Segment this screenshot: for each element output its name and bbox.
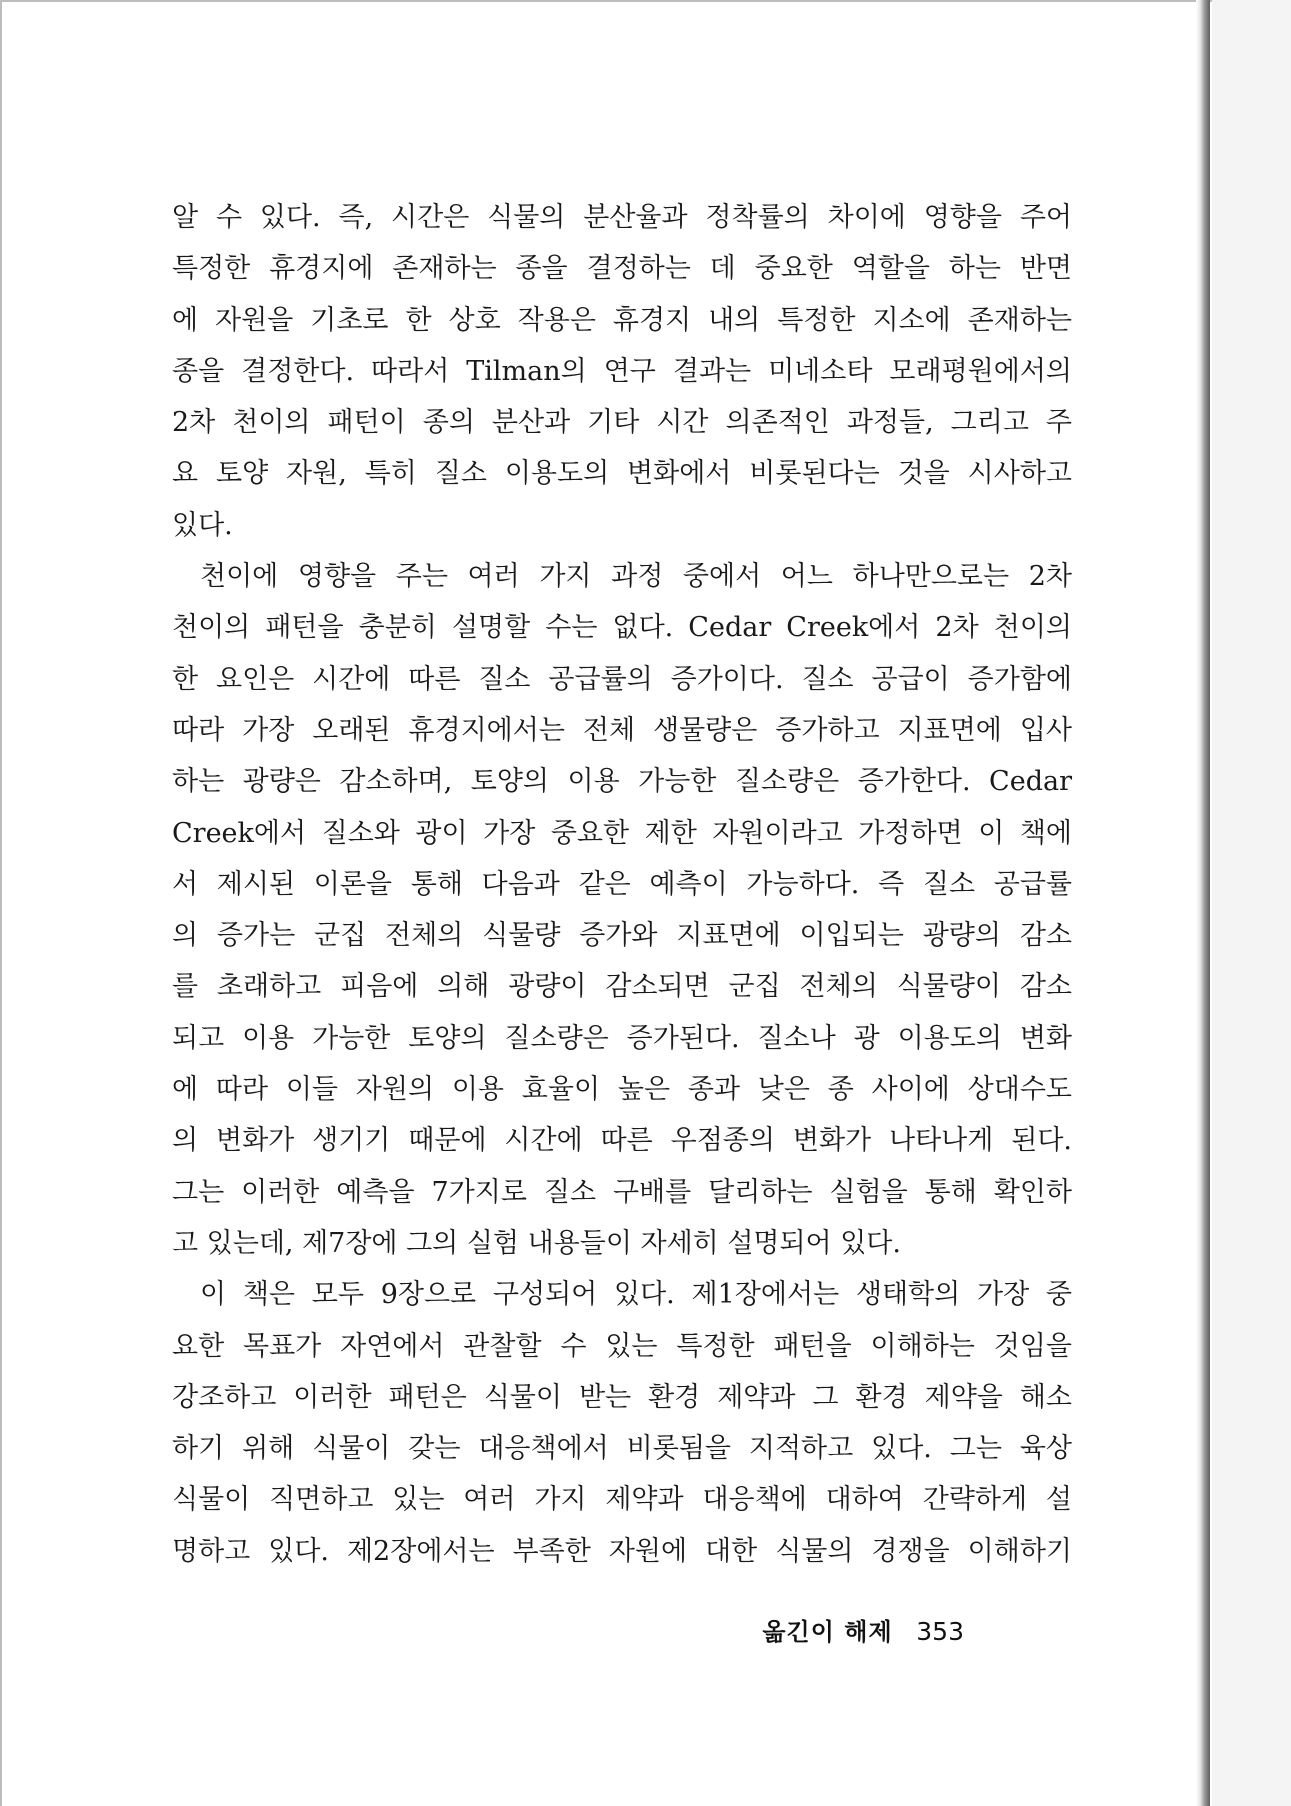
text-line: 에 자원을 기초로 한 상호 작용은 휴경지 내의 특정한 지소에 존재하는 <box>172 304 1072 336</box>
text-line: 천이의 패턴을 충분히 설명할 수는 없다. Cedar Creek에서 2차 천이의 <box>172 612 1072 644</box>
text-line: 서 제시된 이론을 통해 다음과 같은 예측이 가능하다. 즉 질소 공급률 <box>172 868 1072 900</box>
body-text <box>172 192 1072 1577</box>
text-line: 를 초래하고 피음에 의해 광량이 감소되면 군집 전체의 식물량이 감소 <box>172 971 1072 1003</box>
text-line: Creek에서 질소와 광이 가장 중요한 제한 자원이라고 가정하면 이 책에 <box>172 817 1072 849</box>
text-line: 종을 결정한다. 따라서 Tilman의 연구 결과는 미네소타 모래평원에서의 <box>172 355 1072 387</box>
running-footer <box>762 1612 964 1647</box>
text-line: 있다. <box>172 509 233 541</box>
text-line: 명하고 있다. 제2장에서는 부족한 자원에 대한 식물의 경쟁을 이해하기 <box>172 1535 1072 1567</box>
text-line: 하는 광량은 감소하며, 토양의 이용 가능한 질소량은 증가한다. Cedar <box>172 766 1072 798</box>
text-line: 에 따라 이들 자원의 이용 효율이 높은 종과 낮은 종 사이에 상대수도 <box>172 1074 1072 1106</box>
text-line: 고 있는데, 제7장에 그의 실험 내용들이 자세히 설명되어 있다. <box>172 1227 901 1259</box>
page-edge-shadow <box>1196 0 1210 1806</box>
text-line: 식물이 직면하고 있는 여러 가지 제약과 대응책에 대하여 간략하게 설 <box>172 1484 1072 1516</box>
background-margin <box>1212 0 1291 1806</box>
text-line: 요한 목표가 자연에서 관찰할 수 있는 특정한 패턴을 이해하는 것임을 <box>172 1330 1072 1362</box>
text-line: 그는 이러한 예측을 7가지로 질소 구배를 달리하는 실험을 통해 확인하 <box>172 1176 1072 1208</box>
text-line: 의 증가는 군집 전체의 식물량 증가와 지표면에 이입되는 광량의 감소 <box>172 920 1072 952</box>
text-line: 요 토양 자원, 특히 질소 이용도의 변화에서 비롯된다는 것을 시사하고 <box>172 458 1072 490</box>
page-number: 353 <box>916 1617 964 1646</box>
text-line: 특정한 휴경지에 존재하는 종을 결정하는 데 중요한 역할을 하는 반면 <box>172 253 1072 285</box>
text-line-indented: 천이에 영향을 주는 여러 가지 과정 중에서 어느 하나만으로는 2차 <box>200 561 1072 593</box>
text-line: 따라 가장 오래된 휴경지에서는 전체 생물량은 증가하고 지표면에 입사 <box>172 714 1072 746</box>
text-line-indented: 이 책은 모두 9장으로 구성되어 있다. 제1장에서는 생태학의 가장 중 <box>200 1279 1072 1311</box>
text-line: 한 요인은 시간에 따른 질소 공급률의 증가이다. 질소 공급이 증가함에 <box>172 663 1072 695</box>
section-title: 옮긴이 해제 <box>762 1618 893 1646</box>
text-line: 강조하고 이러한 패턴은 식물이 받는 환경 제약과 그 환경 제약을 해소 <box>172 1381 1072 1413</box>
text-line: 2차 천이의 패턴이 종의 분산과 기타 시간 의존적인 과정들, 그리고 주 <box>172 407 1072 439</box>
text-line: 알 수 있다. 즉, 시간은 식물의 분산율과 정착률의 차이에 영향을 주어 <box>172 202 1072 233</box>
text-line: 되고 이용 가능한 토양의 질소량은 증가된다. 질소나 광 이용도의 변화 <box>172 1022 1072 1054</box>
text-line: 하기 위해 식물이 갖는 대응책에서 비롯됨을 지적하고 있다. 그는 육상 <box>172 1433 1072 1465</box>
text-line: 의 변화가 생기기 때문에 시간에 따른 우점종의 변화가 나타나게 된다. <box>172 1125 1072 1157</box>
